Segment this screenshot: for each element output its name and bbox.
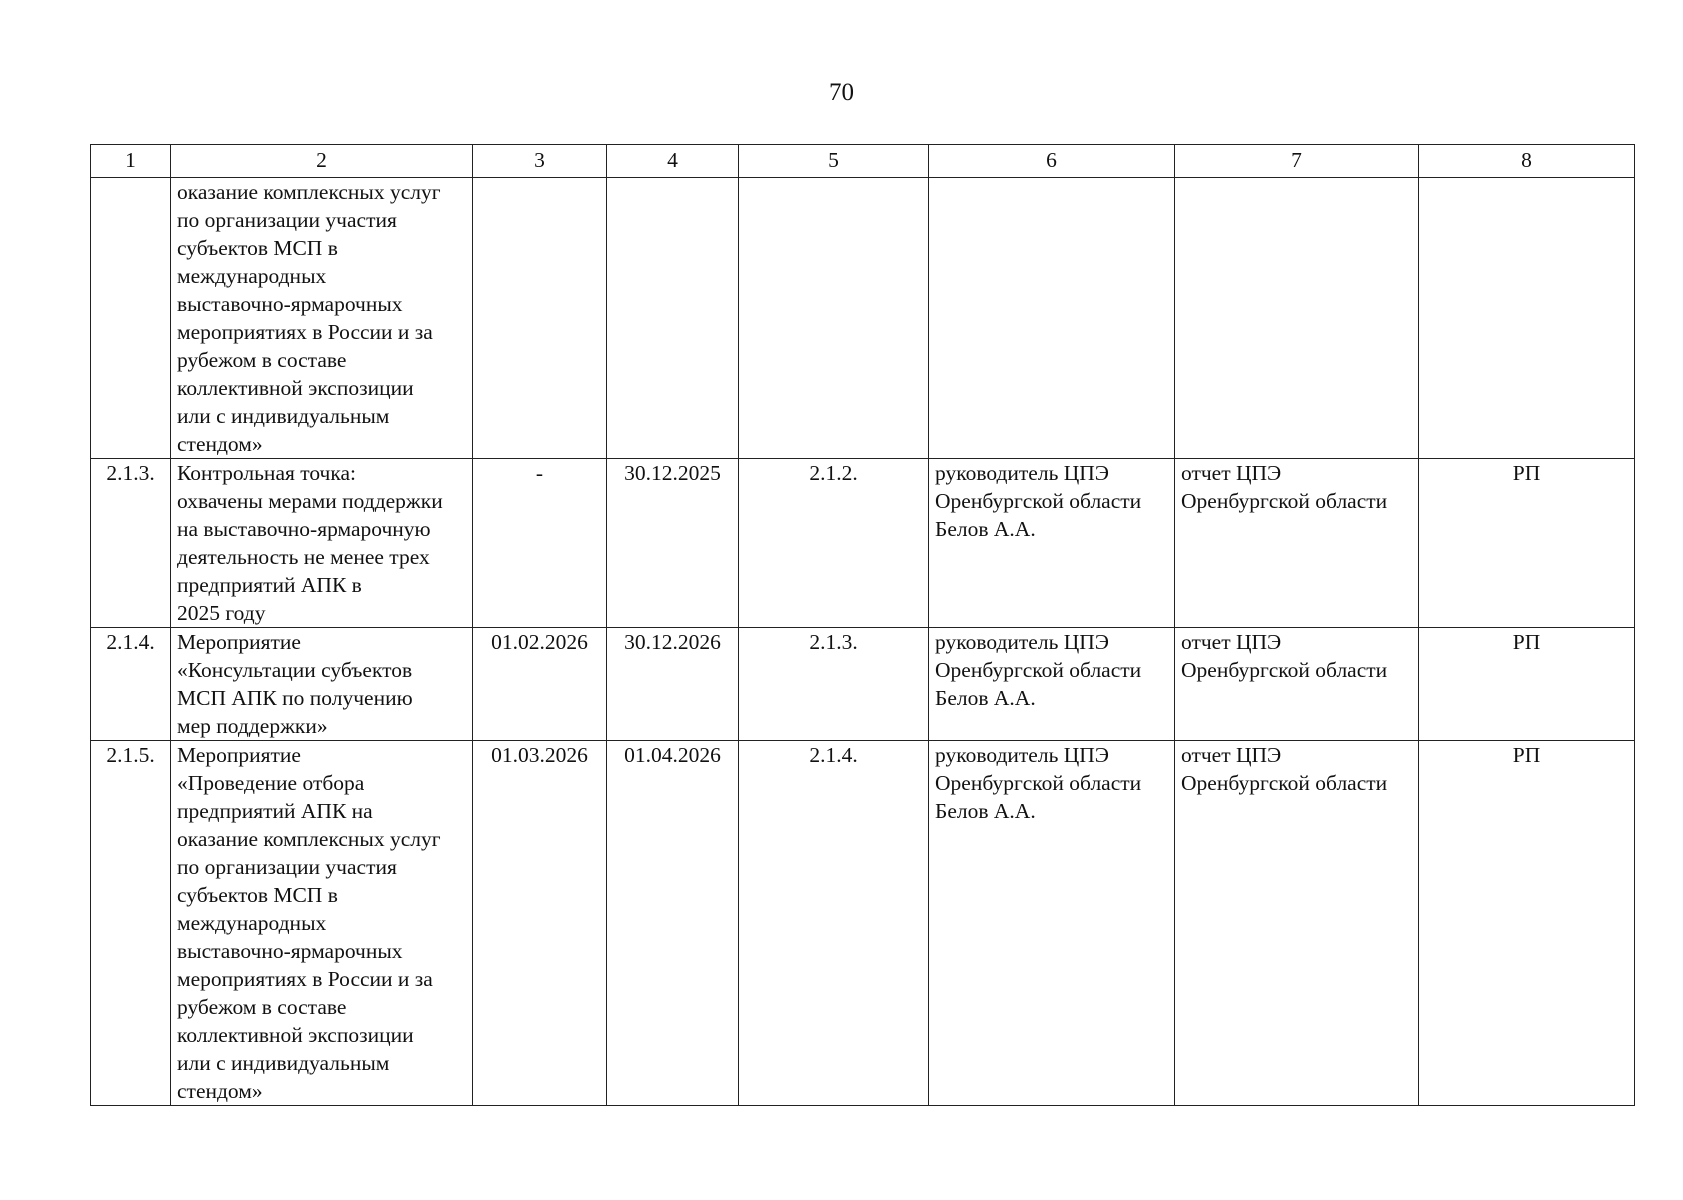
column-header: 8	[1419, 145, 1635, 178]
cell-type: РП	[1419, 628, 1635, 741]
cell-dependency	[739, 178, 929, 459]
column-header: 5	[739, 145, 929, 178]
table-row	[91, 459, 1635, 628]
cell-document	[1175, 178, 1419, 459]
cell-dependency: 2.1.2.	[739, 459, 929, 628]
cell-name: Контрольная точка: охвачены мерами поддержки на выставочно-ярмарочную деятельность не менее трех предприятий АПК в 2025 году	[171, 459, 473, 628]
table-row	[91, 628, 1635, 741]
cell-number	[91, 178, 171, 459]
cell-dependency: 2.1.3.	[739, 628, 929, 741]
cell-number: 2.1.4.	[91, 628, 171, 741]
column-header: 1	[91, 145, 171, 178]
table-row	[91, 178, 1635, 459]
table-row	[91, 741, 1635, 1106]
cell-responsible: руководитель ЦПЭ Оренбургской области Белов А.А.	[929, 459, 1175, 628]
cell-name: Мероприятие «Проведение отбора предприятий АПК на оказание комплексных услуг по организации участия субъектов МСП в международных выставочно-ярмарочных мероприятиях в России и за рубежом в составе коллективной экспозиции или с индивидуальным стендом»	[171, 741, 473, 1106]
column-header: 7	[1175, 145, 1419, 178]
cell-start-date: -	[473, 459, 607, 628]
table-header-row	[91, 145, 1635, 178]
cell-document: отчет ЦПЭ Оренбургской области	[1175, 741, 1419, 1106]
cell-start-date: 01.03.2026	[473, 741, 607, 1106]
cell-type	[1419, 178, 1635, 459]
cell-name: оказание комплексных услуг по организации участия субъектов МСП в международных выставочно-ярмарочных мероприятиях в России и за рубежом в составе коллективной экспозиции или с индивидуальным стендом»	[171, 178, 473, 459]
cell-end-date: 30.12.2026	[607, 628, 739, 741]
cell-end-date	[607, 178, 739, 459]
plan-table	[90, 144, 1635, 1106]
cell-document: отчет ЦПЭ Оренбургской области	[1175, 459, 1419, 628]
column-header: 2	[171, 145, 473, 178]
cell-start-date: 01.02.2026	[473, 628, 607, 741]
cell-number: 2.1.5.	[91, 741, 171, 1106]
cell-type: РП	[1419, 741, 1635, 1106]
cell-dependency: 2.1.4.	[739, 741, 929, 1106]
column-header: 6	[929, 145, 1175, 178]
cell-document: отчет ЦПЭ Оренбургской области	[1175, 628, 1419, 741]
cell-end-date: 30.12.2025	[607, 459, 739, 628]
cell-responsible: руководитель ЦПЭ Оренбургской области Белов А.А.	[929, 741, 1175, 1106]
cell-number: 2.1.3.	[91, 459, 171, 628]
cell-responsible	[929, 178, 1175, 459]
cell-responsible: руководитель ЦПЭ Оренбургской области Белов А.А.	[929, 628, 1175, 741]
cell-name: Мероприятие «Консультации субъектов МСП АПК по получению мер поддержки»	[171, 628, 473, 741]
page-number: 70	[829, 79, 854, 106]
column-header: 3	[473, 145, 607, 178]
cell-start-date	[473, 178, 607, 459]
cell-type: РП	[1419, 459, 1635, 628]
column-header: 4	[607, 145, 739, 178]
cell-end-date: 01.04.2026	[607, 741, 739, 1106]
